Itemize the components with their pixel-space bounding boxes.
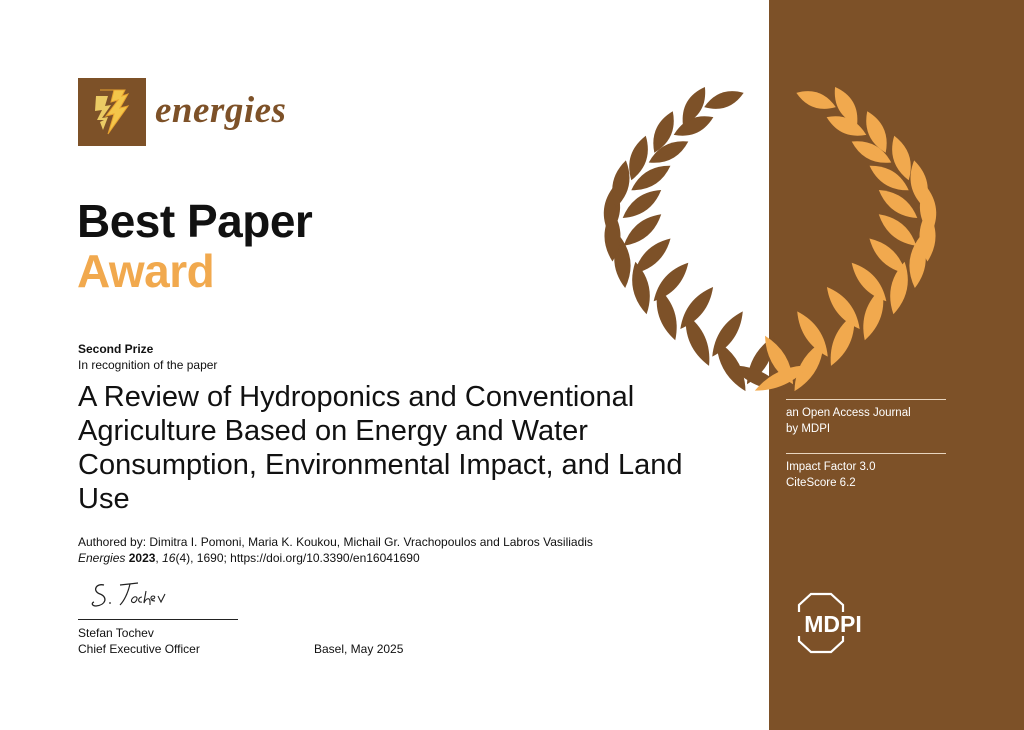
mdpi-logo-text: MDPI [804,611,862,637]
laurel-leaf [848,135,895,169]
lightning-bolt-icon [78,78,146,146]
signer-role: Chief Executive Officer [78,642,200,656]
citation-journal: Energies [78,551,126,565]
journal-metrics [786,459,875,491]
divider [786,453,946,454]
handwritten-signature [90,575,200,613]
recognition-label: In recognition of the paper [78,358,218,372]
laurel-leaf [794,86,839,114]
laurel-leaf [702,86,747,114]
journal-line-2: by MDPI [786,423,831,435]
place-date: Basel, May 2025 [314,642,404,656]
journal-name: energies [155,90,287,131]
mdpi-logo-icon [787,592,879,654]
award-title: Best Paper [77,195,313,247]
citescore: CiteScore 6.2 [786,477,856,489]
laurel-leaf [648,258,694,307]
prize-label: Second Prize [78,342,154,356]
citation-year: 2023 [128,551,156,565]
award-subtitle: Award [77,245,215,297]
journal-line-1: an Open Access Journal [786,407,911,419]
citation-rest: , 1690; https://doi.org/10.3390/en16041690 [190,551,420,565]
citation-volume: 16 [162,551,176,565]
citation-issue: (4) [175,551,191,565]
paper-authors: Authored by: Dimitra I. Pomoni, Maria K. Koukou, Michail Gr. Vrachopoulos and Labros Vasiliadis [78,535,593,549]
signer-name: Stefan Tochev [78,626,154,640]
laurel-wreath-icon [590,70,950,400]
laurel-leaf [645,135,692,169]
paper-citation: Energies 2023, 16(4), 1690; https://doi.org/10.3390/en16041690 [78,551,420,565]
journal-description [786,405,911,437]
laurel-leaf [846,258,892,307]
divider [786,399,946,400]
paper-title: A Review of Hydroponics and Conventional Agriculture Based on Energy and Water Consumption, Environmental Impact, and Land Use [78,381,683,515]
impact-factor: Impact Factor 3.0 [786,461,876,473]
journal-logo [78,78,146,146]
signature-line [78,619,238,620]
